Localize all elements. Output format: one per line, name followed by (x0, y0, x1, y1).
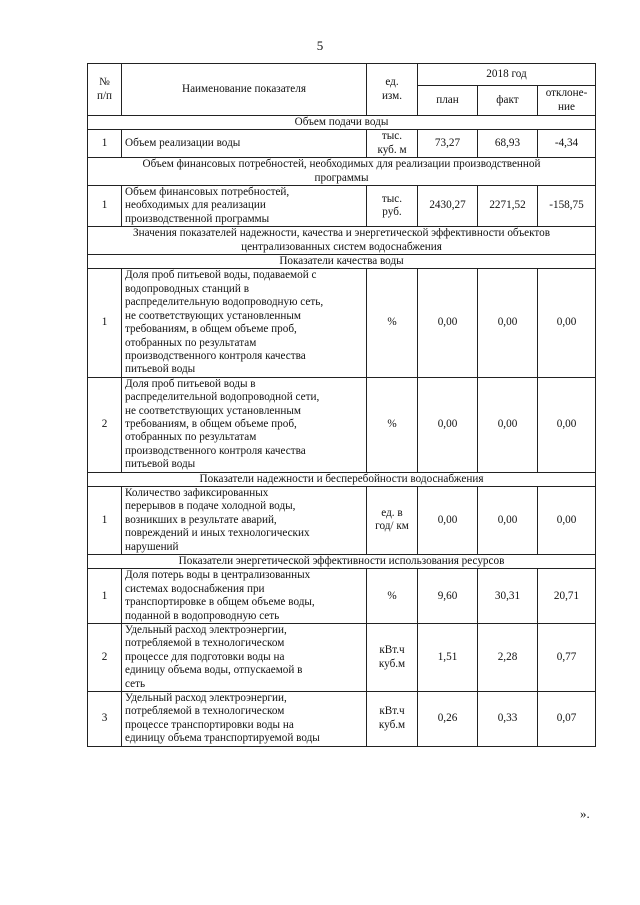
header-name: Наименование показателя (122, 64, 367, 116)
table-row (88, 486, 596, 554)
plan-value: 0,00 (418, 377, 478, 472)
section-row (88, 255, 596, 269)
table-row (88, 186, 596, 227)
row-number: 2 (88, 624, 122, 692)
fact-value: 2,28 (478, 624, 538, 692)
section-row (88, 555, 596, 569)
header-unit: ед. изм. (367, 64, 418, 116)
plan-value: 0,00 (418, 269, 478, 377)
section-row (88, 227, 596, 255)
deviation-value: 0,77 (538, 624, 596, 692)
plan-value: 9,60 (418, 569, 478, 624)
indicator-name: Объем финансовых потребностей, необходимых для реализации производственной программы (122, 186, 367, 227)
indicator-name: Объем реализации воды (122, 130, 367, 158)
indicator-name: Удельный расход электроэнергии, потребляемой в технологическом процессе для подготовки воды на единицу объема воды, отпускаемой в сеть (122, 624, 367, 692)
deviation-value: -158,75 (538, 186, 596, 227)
deviation-value: 20,71 (538, 569, 596, 624)
table-row (88, 269, 596, 377)
header-deviation: отклоне- ние (538, 86, 596, 116)
section-title: Показатели качества воды (88, 255, 596, 269)
indicator-name: Удельный расход электроэнергии, потребляемой в технологическом процессе транспортировки воды на единицу объема транспортируемой воды (122, 692, 367, 747)
row-number: 2 (88, 377, 122, 472)
table-row (88, 692, 596, 747)
deviation-value: 0,00 (538, 269, 596, 377)
row-number: 1 (88, 186, 122, 227)
fact-value: 0,00 (478, 377, 538, 472)
fact-value: 0,00 (478, 486, 538, 554)
unit-cell: % (367, 569, 418, 624)
header-num: № п/п (88, 64, 122, 116)
section-title: Показатели энергетической эффективности использования ресурсов (88, 555, 596, 569)
section-row (88, 158, 596, 186)
table-header (88, 64, 596, 116)
table-row (88, 624, 596, 692)
unit-cell: тыс. руб. (367, 186, 418, 227)
header-year: 2018 год (418, 64, 596, 86)
plan-value: 0,26 (418, 692, 478, 747)
fact-value: 0,00 (478, 269, 538, 377)
header-plan: план (418, 86, 478, 116)
unit-cell: кВт.ч куб.м (367, 624, 418, 692)
unit-cell: тыс. куб. м (367, 130, 418, 158)
indicator-name: Доля потерь воды в централизованных системах водоснабжения при транспортировке в общем объеме воды, поданной в водопроводную сеть (122, 569, 367, 624)
closing-quote: ». (580, 806, 590, 821)
plan-value: 1,51 (418, 624, 478, 692)
section-row (88, 116, 596, 130)
row-number: 3 (88, 692, 122, 747)
deviation-value: 0,00 (538, 486, 596, 554)
deviation-value: -4,34 (538, 130, 596, 158)
plan-value: 73,27 (418, 130, 478, 158)
indicator-name: Доля проб питьевой воды в распределительной водопроводной сети, не соответствующих установленным требованиям, в общем объеме проб, отобранных по результатам производственного контроля качества питьевой воды (122, 377, 367, 472)
section-title: Значения показателей надежности, качества и энергетической эффективности объектов централизованных систем водоснабжения (88, 227, 596, 255)
indicator-name: Количество зафиксированных перерывов в подаче холодной воды, возникших в результате аварий, повреждений и иных технологических нарушений (122, 486, 367, 554)
indicator-name: Доля проб питьевой воды, подаваемой с водопроводных станций в распределительную водопроводную сеть, не соответствующих установленным требованиям, в общем объеме проб, отобранных по результатам производственного контроля качества питьевой воды (122, 269, 367, 377)
fact-value: 0,33 (478, 692, 538, 747)
section-row (88, 472, 596, 486)
unit-cell: % (367, 269, 418, 377)
row-number: 1 (88, 569, 122, 624)
plan-value: 2430,27 (418, 186, 478, 227)
table-row (88, 377, 596, 472)
unit-cell: % (367, 377, 418, 472)
section-title: Объем финансовых потребностей, необходимых для реализации производственной программы (88, 158, 596, 186)
row-number: 1 (88, 486, 122, 554)
deviation-value: 0,00 (538, 377, 596, 472)
page-number: 5 (316, 38, 324, 53)
table-body (88, 116, 596, 747)
unit-cell: кВт.ч куб.м (367, 692, 418, 747)
fact-value: 68,93 (478, 130, 538, 158)
unit-cell: ед. в год/ км (367, 486, 418, 554)
fact-value: 30,31 (478, 569, 538, 624)
indicators-table (87, 63, 596, 747)
row-number: 1 (88, 130, 122, 158)
table-row (88, 569, 596, 624)
table-row (88, 130, 596, 158)
fact-value: 2271,52 (478, 186, 538, 227)
row-number: 1 (88, 269, 122, 377)
plan-value: 0,00 (418, 486, 478, 554)
deviation-value: 0,07 (538, 692, 596, 747)
header-fact: факт (478, 86, 538, 116)
section-title: Объем подачи воды (88, 116, 596, 130)
section-title: Показатели надежности и бесперебойности водоснабжения (88, 472, 596, 486)
